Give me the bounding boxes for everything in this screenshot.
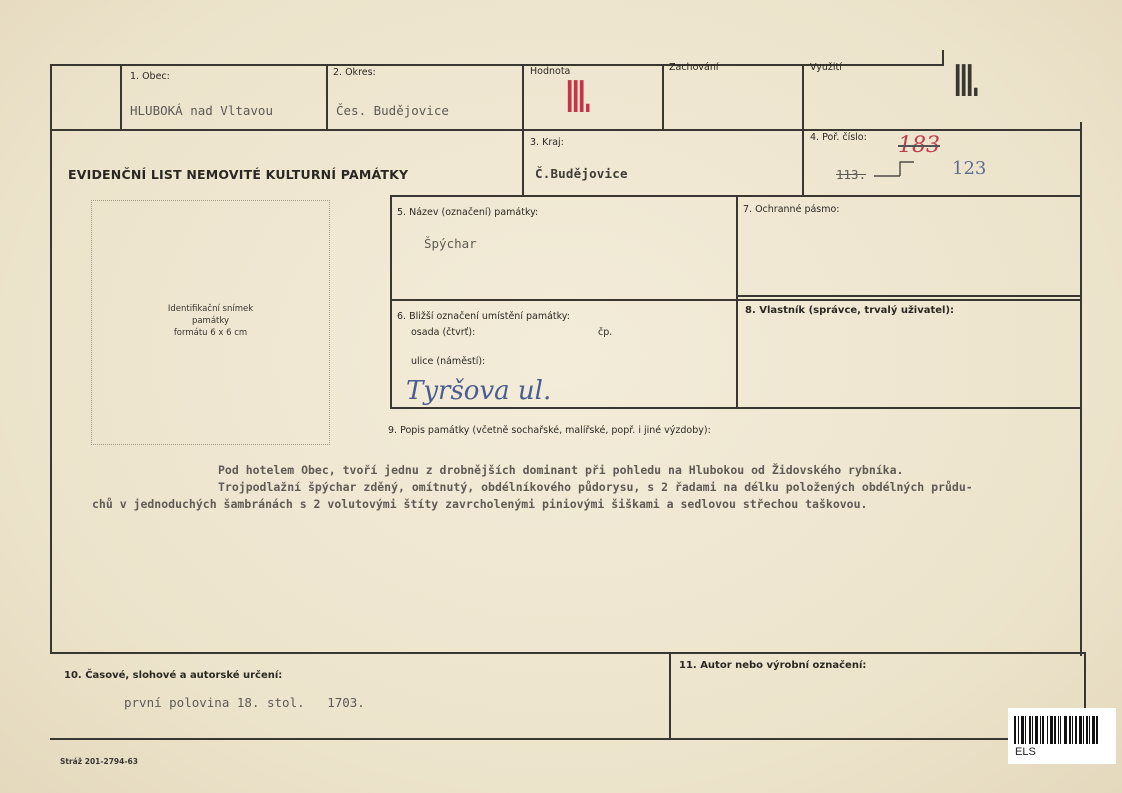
barcode-label: ELS — [1015, 746, 1036, 758]
osada-label: osada (čtvrť): — [411, 327, 476, 338]
print-code: Stráž 201-2794-63 — [60, 757, 138, 766]
vyuziti-label: Využití — [810, 62, 842, 73]
rule — [802, 64, 804, 196]
okres-value: Čes. Budějovice — [336, 103, 449, 118]
rule — [50, 129, 1082, 131]
vlastnik-label: 8. Vlastník (správce, trvalý uživatel): — [745, 305, 955, 316]
popis-line: Trojpodlažní špýchar zděný, omítnutý, obdélníkového půdorysu, s 2 řadami na délku položených obdélných průdu- — [218, 480, 973, 494]
rule — [1080, 122, 1082, 656]
barcode-sticker — [1008, 708, 1116, 764]
por-cislo-struck: 183 — [898, 133, 940, 158]
rule — [390, 195, 392, 409]
popis-text — [60, 462, 1060, 513]
hodnota-label: Hodnota — [530, 66, 571, 77]
obec-label: 1. Obec: — [130, 71, 170, 82]
cp-label: čp. — [598, 327, 613, 338]
por-cislo-typed: 113. — [836, 167, 867, 182]
ulice-handwritten: Tyršova ul. — [406, 376, 552, 406]
kraj-label: 3. Kraj: — [530, 137, 564, 148]
rule — [326, 64, 328, 131]
rule — [736, 195, 738, 409]
rule — [662, 64, 664, 131]
vyuziti-value: III. — [954, 56, 979, 107]
nazev-label: 5. Název (označení) památky: — [397, 207, 539, 218]
rule — [120, 64, 122, 131]
autor-label: 11. Autor nebo výrobní označení: — [679, 660, 867, 671]
popis-label: 9. Popis památky (včetně sochařské, malířské, popř. i jiné výzdoby): — [388, 425, 711, 436]
rule — [522, 64, 524, 196]
popis-line: chů v jednoduchých šambránách s 2 volutovými štíty zavrcholenými piniovými šiškami a sedlovou střechou taškovou. — [92, 497, 868, 511]
rule — [390, 407, 1081, 409]
por-cislo-hand: 123 — [952, 158, 987, 179]
kraj-value: Č.Budějovice — [535, 166, 628, 181]
ulice-label: ulice (náměstí): — [411, 356, 486, 367]
por-cislo-label: 4. Poř. číslo: — [810, 132, 867, 143]
rule — [1084, 652, 1086, 712]
rule — [390, 299, 1081, 301]
rule — [50, 738, 1012, 740]
photo-label-line1: Identifikační snímek — [167, 304, 254, 314]
casove-label: 10. Časové, slohové a autorské určení: — [64, 670, 283, 681]
ochranne-label: 7. Ochranné pásmo: — [743, 204, 840, 215]
rule — [50, 64, 52, 654]
zachovani-label: Zachování — [669, 62, 719, 73]
rule — [942, 50, 944, 66]
okres-label: 2. Okres: — [333, 67, 376, 78]
nazev-value: Špýchar — [424, 236, 477, 251]
hodnota-stamp: III. — [566, 72, 591, 123]
rule — [669, 652, 671, 740]
photo-label-line2: památky — [191, 316, 230, 326]
umisteni-label: 6. Bližší označení umístění památky: — [397, 311, 570, 322]
casove-value: první polovina 18. stol. 1703. — [124, 695, 365, 710]
popis-line: Pod hotelem Obec, tvoří jednu z drobnějších dominant při pohledu na Hlubokou od Židovského rybníka. — [218, 463, 904, 477]
photo-label-line3: formátu 6 x 6 cm — [173, 328, 248, 338]
bracket-mark — [872, 158, 962, 184]
barcode-icon — [1014, 716, 1110, 744]
photo-placeholder — [91, 200, 330, 445]
rule — [738, 295, 1081, 297]
rule — [50, 652, 1086, 654]
form-title: EVIDENČNÍ LIST NEMOVITÉ KULTURNÍ PAMÁTKY — [68, 167, 409, 182]
obec-value: HLUBOKÁ nad Vltavou — [130, 103, 273, 118]
